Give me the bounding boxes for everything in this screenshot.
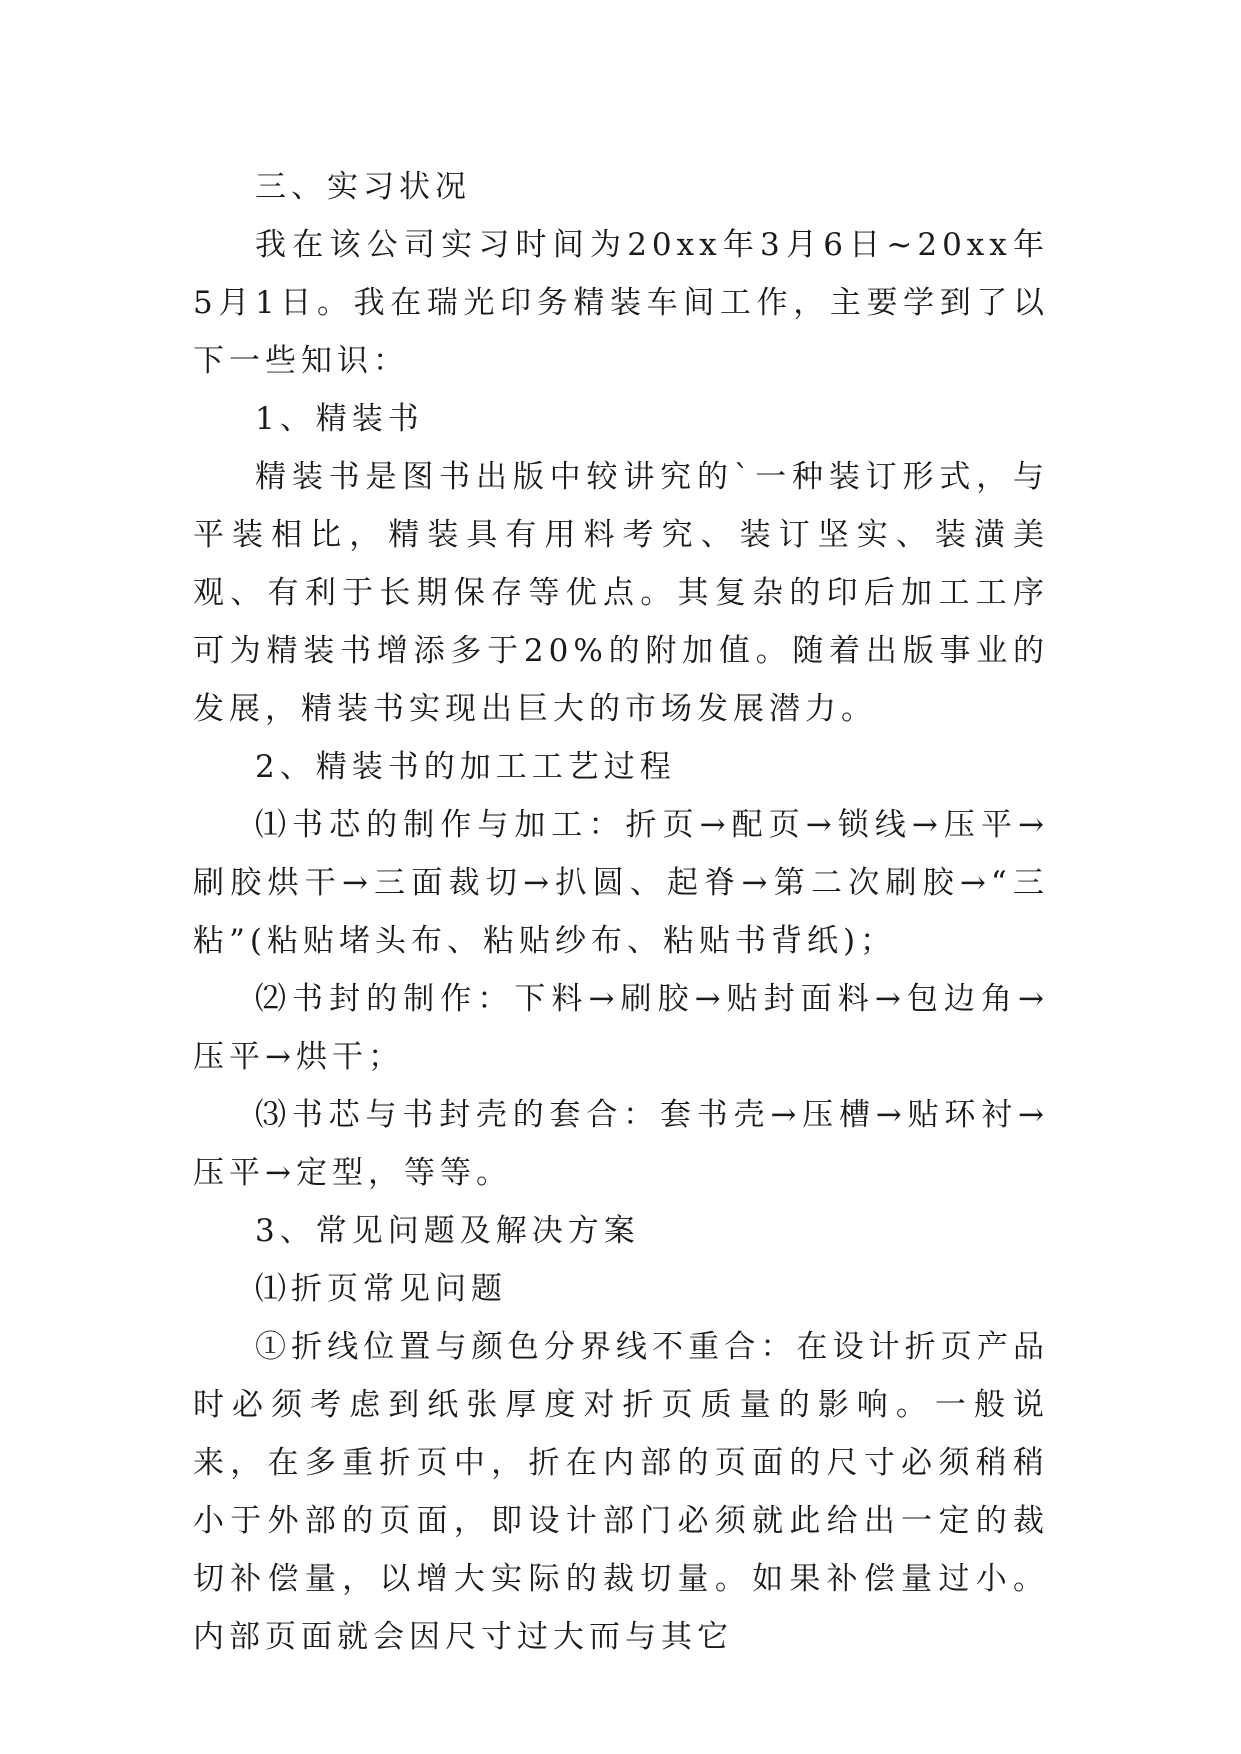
- body-paragraph: ①折线位置与颜色分界线不重合：在设计折页产品时必须考虑到纸张厚度对折页质量的影响。一般说来，在多重折页中，折在内部的页面的尺寸必须稍稍小于外部的页面，即设计部门必须就此给出一定的裁切补偿量，以增大实际的裁切量。如果补偿量过小。内部页面就会因尺寸过大而与其它: [193, 1329, 1049, 1655]
- sub-item-heading: ⑴折页常见问题: [255, 1271, 507, 1307]
- body-paragraph: 我在该公司实习时间为20xx年3月6日~20xx年5月1日。我在瑞光印务精装车间工作，主要学到了以下一些知识：: [193, 227, 1049, 379]
- document-body: [193, 158, 1049, 1666]
- body-paragraph: ⑴书芯的制作与加工：折页→配页→锁线→压平→刷胶烘干→三面裁切→扒圆、起脊→第二次刷胶→“三粘”(粘贴堵头布、粘贴纱布、粘贴书背纸)；: [193, 807, 1049, 959]
- subsection-heading: 2、精装书的加工工艺过程: [255, 749, 676, 785]
- subsection-heading: 1、精装书: [255, 401, 424, 437]
- subsection-heading: 3、常见问题及解决方案: [255, 1213, 640, 1249]
- body-paragraph: ⑵书封的制作：下料→刷胶→贴封面料→包边角→压平→烘干；: [193, 981, 1049, 1075]
- body-paragraph: ⑶书芯与书封壳的套合：套书壳→压槽→贴环衬→压平→定型，等等。: [193, 1097, 1049, 1191]
- body-paragraph: 精装书是图书出版中较讲究的`一种装订形式，与平装相比，精装具有用料考究、装订坚实、装潢美观、有利于长期保存等优点。其复杂的印后加工工序可为精装书增添多于20%的附加值。随着出版事业的发展，精装书实现出巨大的市场发展潜力。: [193, 459, 1049, 727]
- section-heading: 三、实习状况: [255, 169, 471, 205]
